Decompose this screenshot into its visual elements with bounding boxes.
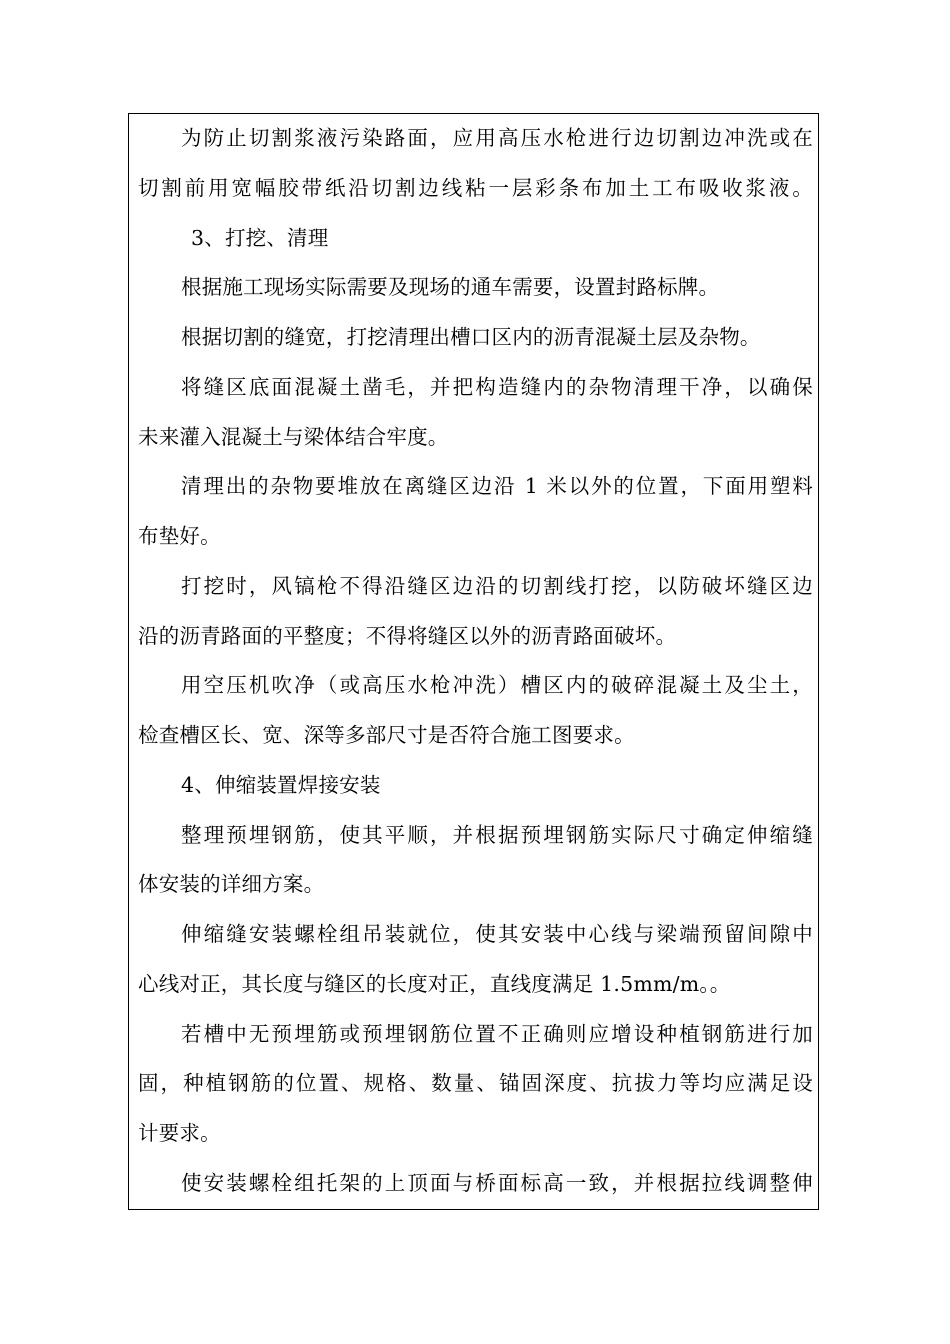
paragraph-line: 根据施工现场实际需要及现场的通车需要，设置封路标牌。 bbox=[181, 275, 720, 299]
paragraph-line: 清理出的杂物要堆放在离缝区边沿 1 米以外的位置，下面用塑料 bbox=[181, 474, 813, 498]
paragraph-line: 打挖时，风镐枪不得沿缝区边沿的切割线打挖，以防破坏缝区边 bbox=[181, 574, 813, 598]
paragraph-line: 布垫好。 bbox=[138, 524, 221, 548]
paragraph-line: 为防止切割浆液污染路面，应用高压水枪进行边切割边冲洗或在 bbox=[181, 126, 813, 150]
paragraph-line: 整理预埋钢筋，使其平顺，并根据预埋钢筋实际尺寸确定伸缩缝 bbox=[181, 823, 813, 847]
paragraph-line: 沿的沥青路面的平整度；不得将缝区以外的沥青路面破坏。 bbox=[138, 624, 677, 648]
paragraph-line: 体安装的详细方案。 bbox=[138, 872, 325, 896]
paragraph-line: 用空压机吹净（或高压水枪冲洗）槽区内的破碎混凝土及尘土， bbox=[181, 673, 813, 697]
paragraph-line: 检查槽区长、宽、深等多部尺寸是否符合施工图要求。 bbox=[138, 723, 635, 747]
section-heading: 4、伸缩装置焊接安装 bbox=[181, 773, 381, 797]
paragraph-line: 固，种植钢筋的位置、规格、数量、锚固深度、抗拔力等均应满足设 bbox=[138, 1071, 813, 1095]
paragraph-line: 将缝区底面混凝土凿毛，并把构造缝内的杂物清理干净，以确保 bbox=[181, 375, 813, 399]
paragraph-line: 若槽中无预埋筋或预埋钢筋位置不正确则应增设种植钢筋进行加 bbox=[181, 1022, 813, 1046]
paragraph-line: 计要求。 bbox=[138, 1121, 221, 1145]
paragraph-line: 使安装螺栓组托架的上顶面与桥面标高一致，并根据拉线调整伸 bbox=[181, 1171, 813, 1195]
section-heading: 3、打挖、清理 bbox=[191, 226, 329, 250]
paragraph-line: 心线对正，其长度与缝区的长度对正，直线度满足 1.5mm/m。。 bbox=[138, 972, 731, 996]
paragraph-line: 伸缩缝安装螺栓组吊装就位，使其安装中心线与梁端预留间隙中 bbox=[181, 922, 813, 946]
paragraph-line: 根据切割的缝宽，打挖清理出槽口区内的沥青混凝土层及杂物。 bbox=[181, 325, 761, 349]
paragraph-line: 未来灌入混凝土与梁体结合牢度。 bbox=[138, 425, 449, 449]
paragraph-line: 切割前用宽幅胶带纸沿切割边线粘一层彩条布加土工布吸收浆液。 bbox=[138, 176, 813, 200]
